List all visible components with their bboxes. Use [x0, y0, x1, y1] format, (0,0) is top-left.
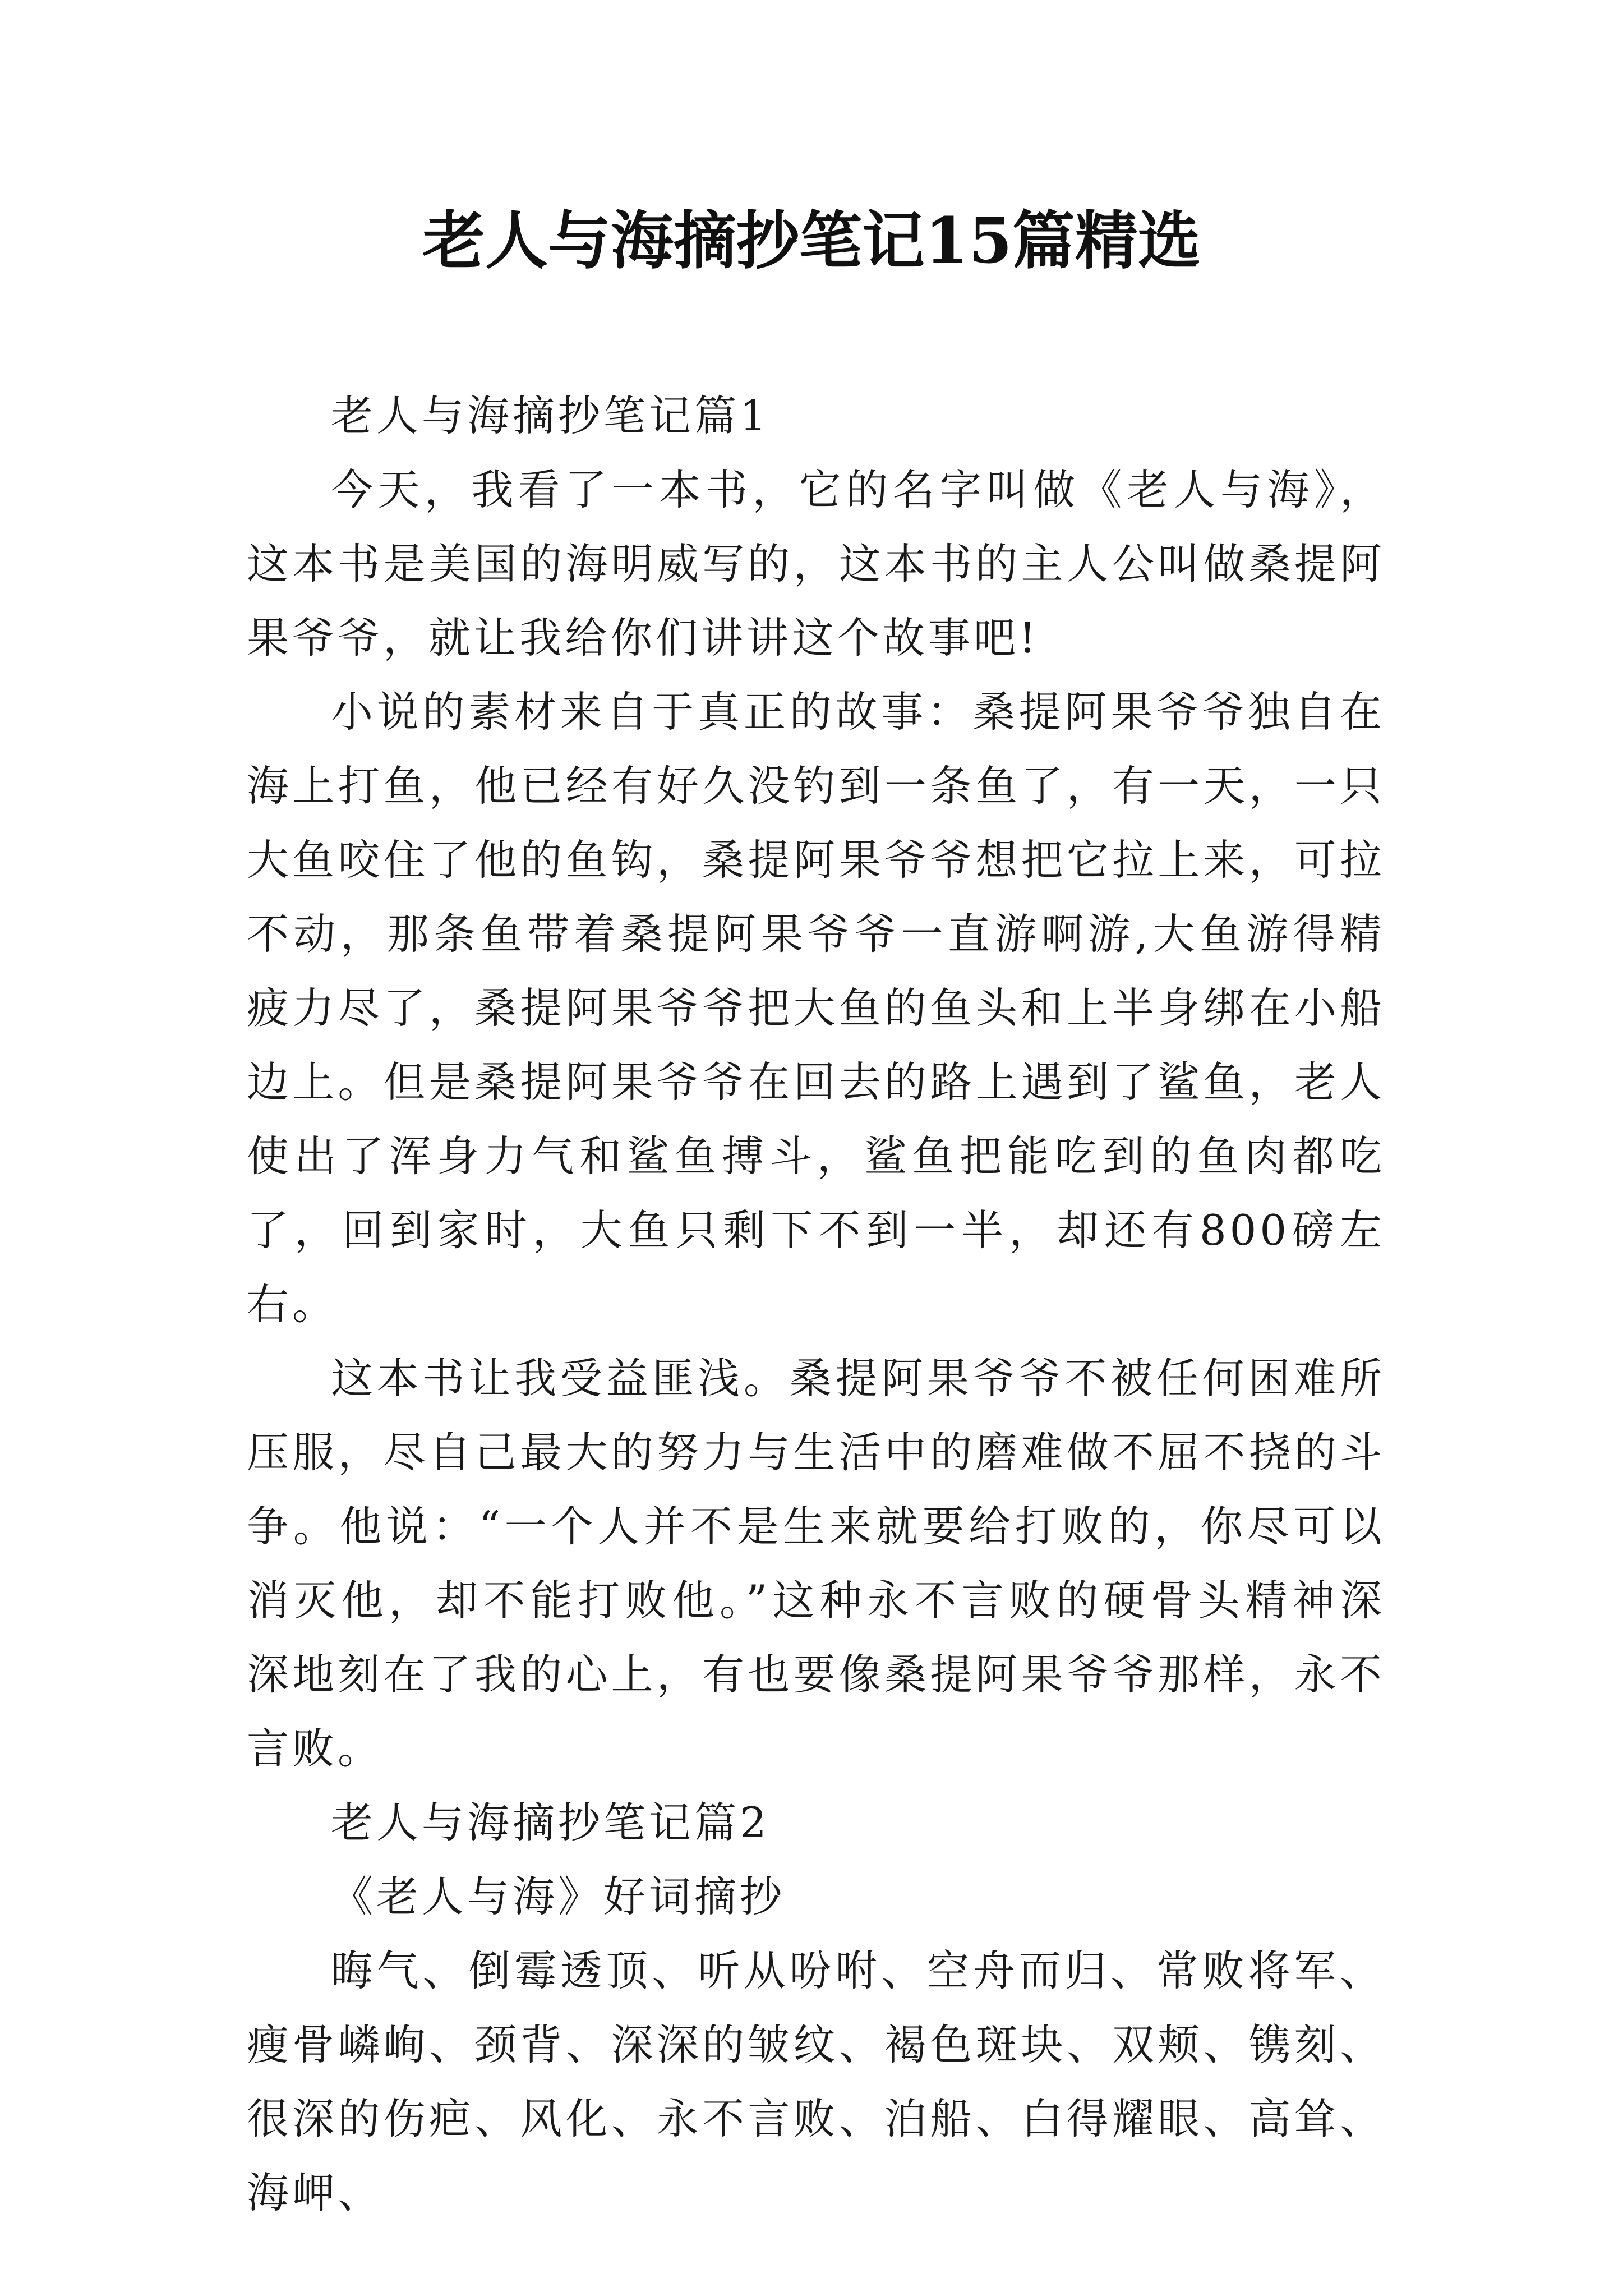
paragraph-3: 这本书让我受益匪浅。桑提阿果爷爷不被任何困难所压服，尽自己最大的努力与生活中的磨难做不屈不挠的斗争。他说：“一个人并不是生来就要给打败的，你尽可以消灭他，却不能打败他。”这种永不言败的硬骨头精神深深地刻在了我的心上，有也要像桑提阿果爷爷那样，永不言败。 — [247, 1354, 1385, 1773]
subsection-heading: 《老人与海》好词摘抄 — [331, 1872, 786, 1921]
paragraph-2: 小说的素材来自于真正的故事：桑提阿果爷爷独自在海上打鱼，他已经有好久没钓到一条鱼了，有一天，一只大鱼咬住了他的鱼钩，桑提阿果爷爷想把它拉上来，可拉不动，那条鱼带着桑提阿果爷爷一直游啊游,大鱼游得精疲力尽了，桑提阿果爷爷把大鱼的鱼头和上半身绑在小船边上。但是桑提阿果爷爷在回去的路上遇到了鲨鱼，老人使出了浑身力气和鲨鱼搏斗，鲨鱼把能吃到的鱼肉都吃了，回到家时，大鱼只剩下不到一半，却还有800磅左右。 — [247, 687, 1385, 1329]
section-heading-2: 老人与海摘抄笔记篇2 — [331, 1798, 770, 1847]
document-title: 老人与海摘抄笔记15篇精选 — [422, 204, 1201, 278]
paragraph-1: 今天，我看了一本书，它的名字叫做《老人与海》，这本书是美国的海明威写的，这本书的主人公叫做桑提阿果爷爷，就让我给你们讲讲这个故事吧! — [247, 465, 1385, 662]
paragraph-4: 晦气、倒霉透顶、听从吩咐、空舟而归、常败将军、瘦骨嶙峋、颈背、深深的皱纹、褐色斑块、双颊、镌刻、很深的伤疤、风化、永不言败、泊船、白得耀眼、高耸、海岬、 — [247, 1946, 1385, 2217]
document-body — [247, 379, 1385, 2230]
section-heading-1: 老人与海摘抄笔记篇1 — [331, 391, 770, 440]
